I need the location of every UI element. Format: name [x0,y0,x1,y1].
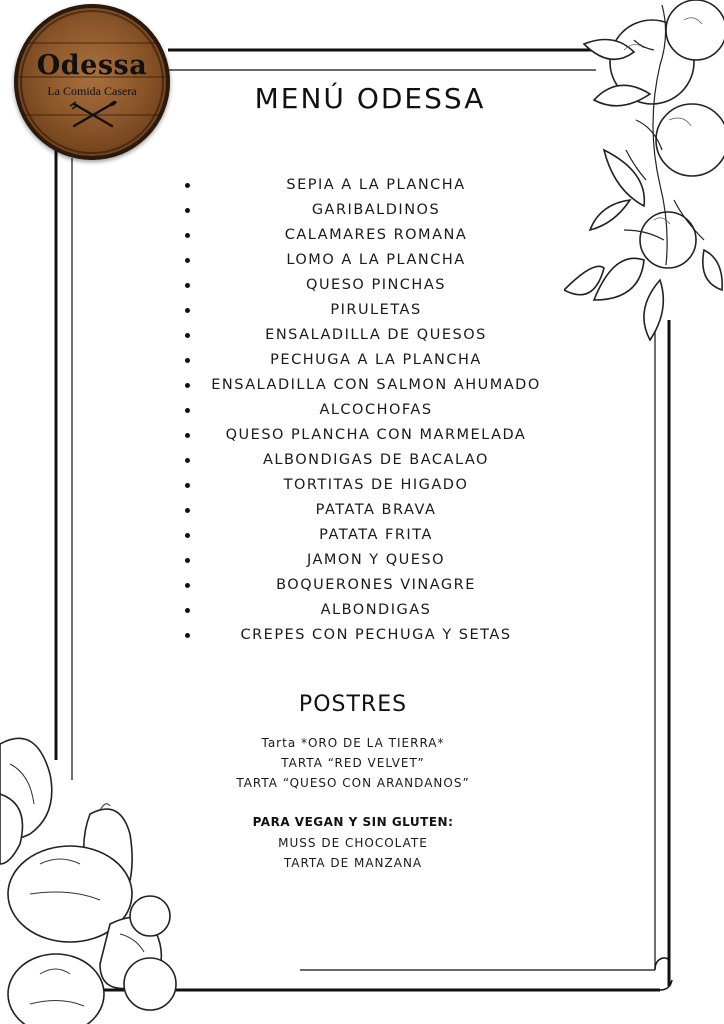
menu-title: MENÚ ODESSA [254,82,486,115]
bullet-icon [185,558,190,563]
dessert-item: TARTA “RED VELVET” [281,756,425,770]
menu-list [176,173,576,648]
bullet-icon [185,208,190,213]
menu-item-label: BOQUERONES VINAGRE [276,577,476,593]
bullet-icon [185,533,190,538]
menu-item [176,348,576,373]
logo-ring [20,10,164,154]
menu-item [176,598,576,623]
menu-item-label: ENSALADILLA DE QUESOS [265,327,487,343]
bullet-icon [185,583,190,588]
logo-name: Odessa [36,50,148,81]
cutlery-icon [68,100,118,130]
menu-item [176,398,576,423]
dessert-item: Tarta *ORO DE LA TIERRA* [261,736,445,750]
bullet-icon [185,358,190,363]
bullet-icon [185,233,190,238]
menu-item [176,423,576,448]
bullet-icon [185,308,190,313]
restaurant-logo [14,4,170,160]
menu-item-label: PIRULETAS [330,302,422,318]
menu-item-label: LOMO A LA PLANCHA [286,252,466,268]
menu-item [176,498,576,523]
bullet-icon [185,383,190,388]
menu-item-label: QUESO PLANCHA CON MARMELADA [225,427,527,443]
bullet-icon [185,633,190,638]
menu-item-label: ALCOCHOFAS [319,402,433,418]
menu-item-label: TORTITAS DE HIGADO [283,477,469,493]
menu-item-label: PATATA FRITA [319,527,433,543]
fruit-branch-illustration [564,0,724,350]
menu-item [176,448,576,473]
bullet-icon [185,608,190,613]
bullet-icon [185,508,190,513]
menu-item-label: ALBONDIGAS [320,602,432,618]
bullet-icon [185,258,190,263]
menu-item-label: CREPES CON PECHUGA Y SETAS [240,627,512,643]
menu-item [176,523,576,548]
menu-item [176,173,576,198]
bullet-icon [185,408,190,413]
bullet-icon [185,183,190,188]
bullet-icon [185,483,190,488]
vegan-item: TARTA DE MANZANA [283,856,423,870]
menu-item-label: GARIBALDINOS [311,202,441,218]
menu-item [176,223,576,248]
menu-item [176,198,576,223]
menu-item-label: QUESO PINCHAS [306,277,446,293]
menu-item [176,273,576,298]
vegan-item: MUSS DE CHOCOLATE [278,836,428,850]
menu-item-label: SEPIA A LA PLANCHA [286,177,466,193]
bullet-icon [185,458,190,463]
menu-item [176,623,576,648]
menu-item-label: PATATA BRAVA [315,502,437,518]
menu-item-label: PECHUGA A LA PLANCHA [270,352,482,368]
menu-item [176,373,576,398]
menu-item-label: ALBONDIGAS DE BACALAO [263,452,489,468]
menu-item-label: CALAMARES ROMANA [284,227,468,243]
vegetables-illustration [0,724,200,1024]
menu-item [176,248,576,273]
menu-item [176,548,576,573]
menu-item-label: ENSALADILLA CON SALMON AHUMADO [211,377,541,393]
logo-tagline: La Comida Casera [47,84,137,98]
menu-item [176,473,576,498]
dessert-item: TARTA “QUESO CON ARANDANOS” [236,776,470,790]
bullet-icon [185,283,190,288]
menu-item [176,323,576,348]
desserts-title: POSTRES [298,692,408,717]
menu-item-label: JAMON Y QUESO [306,552,446,568]
menu-item [176,573,576,598]
bullet-icon [185,333,190,338]
vegan-gluten-free-heading: PARA VEGAN Y SIN GLUTEN: [252,815,454,829]
bullet-icon [185,433,190,438]
menu-item [176,298,576,323]
